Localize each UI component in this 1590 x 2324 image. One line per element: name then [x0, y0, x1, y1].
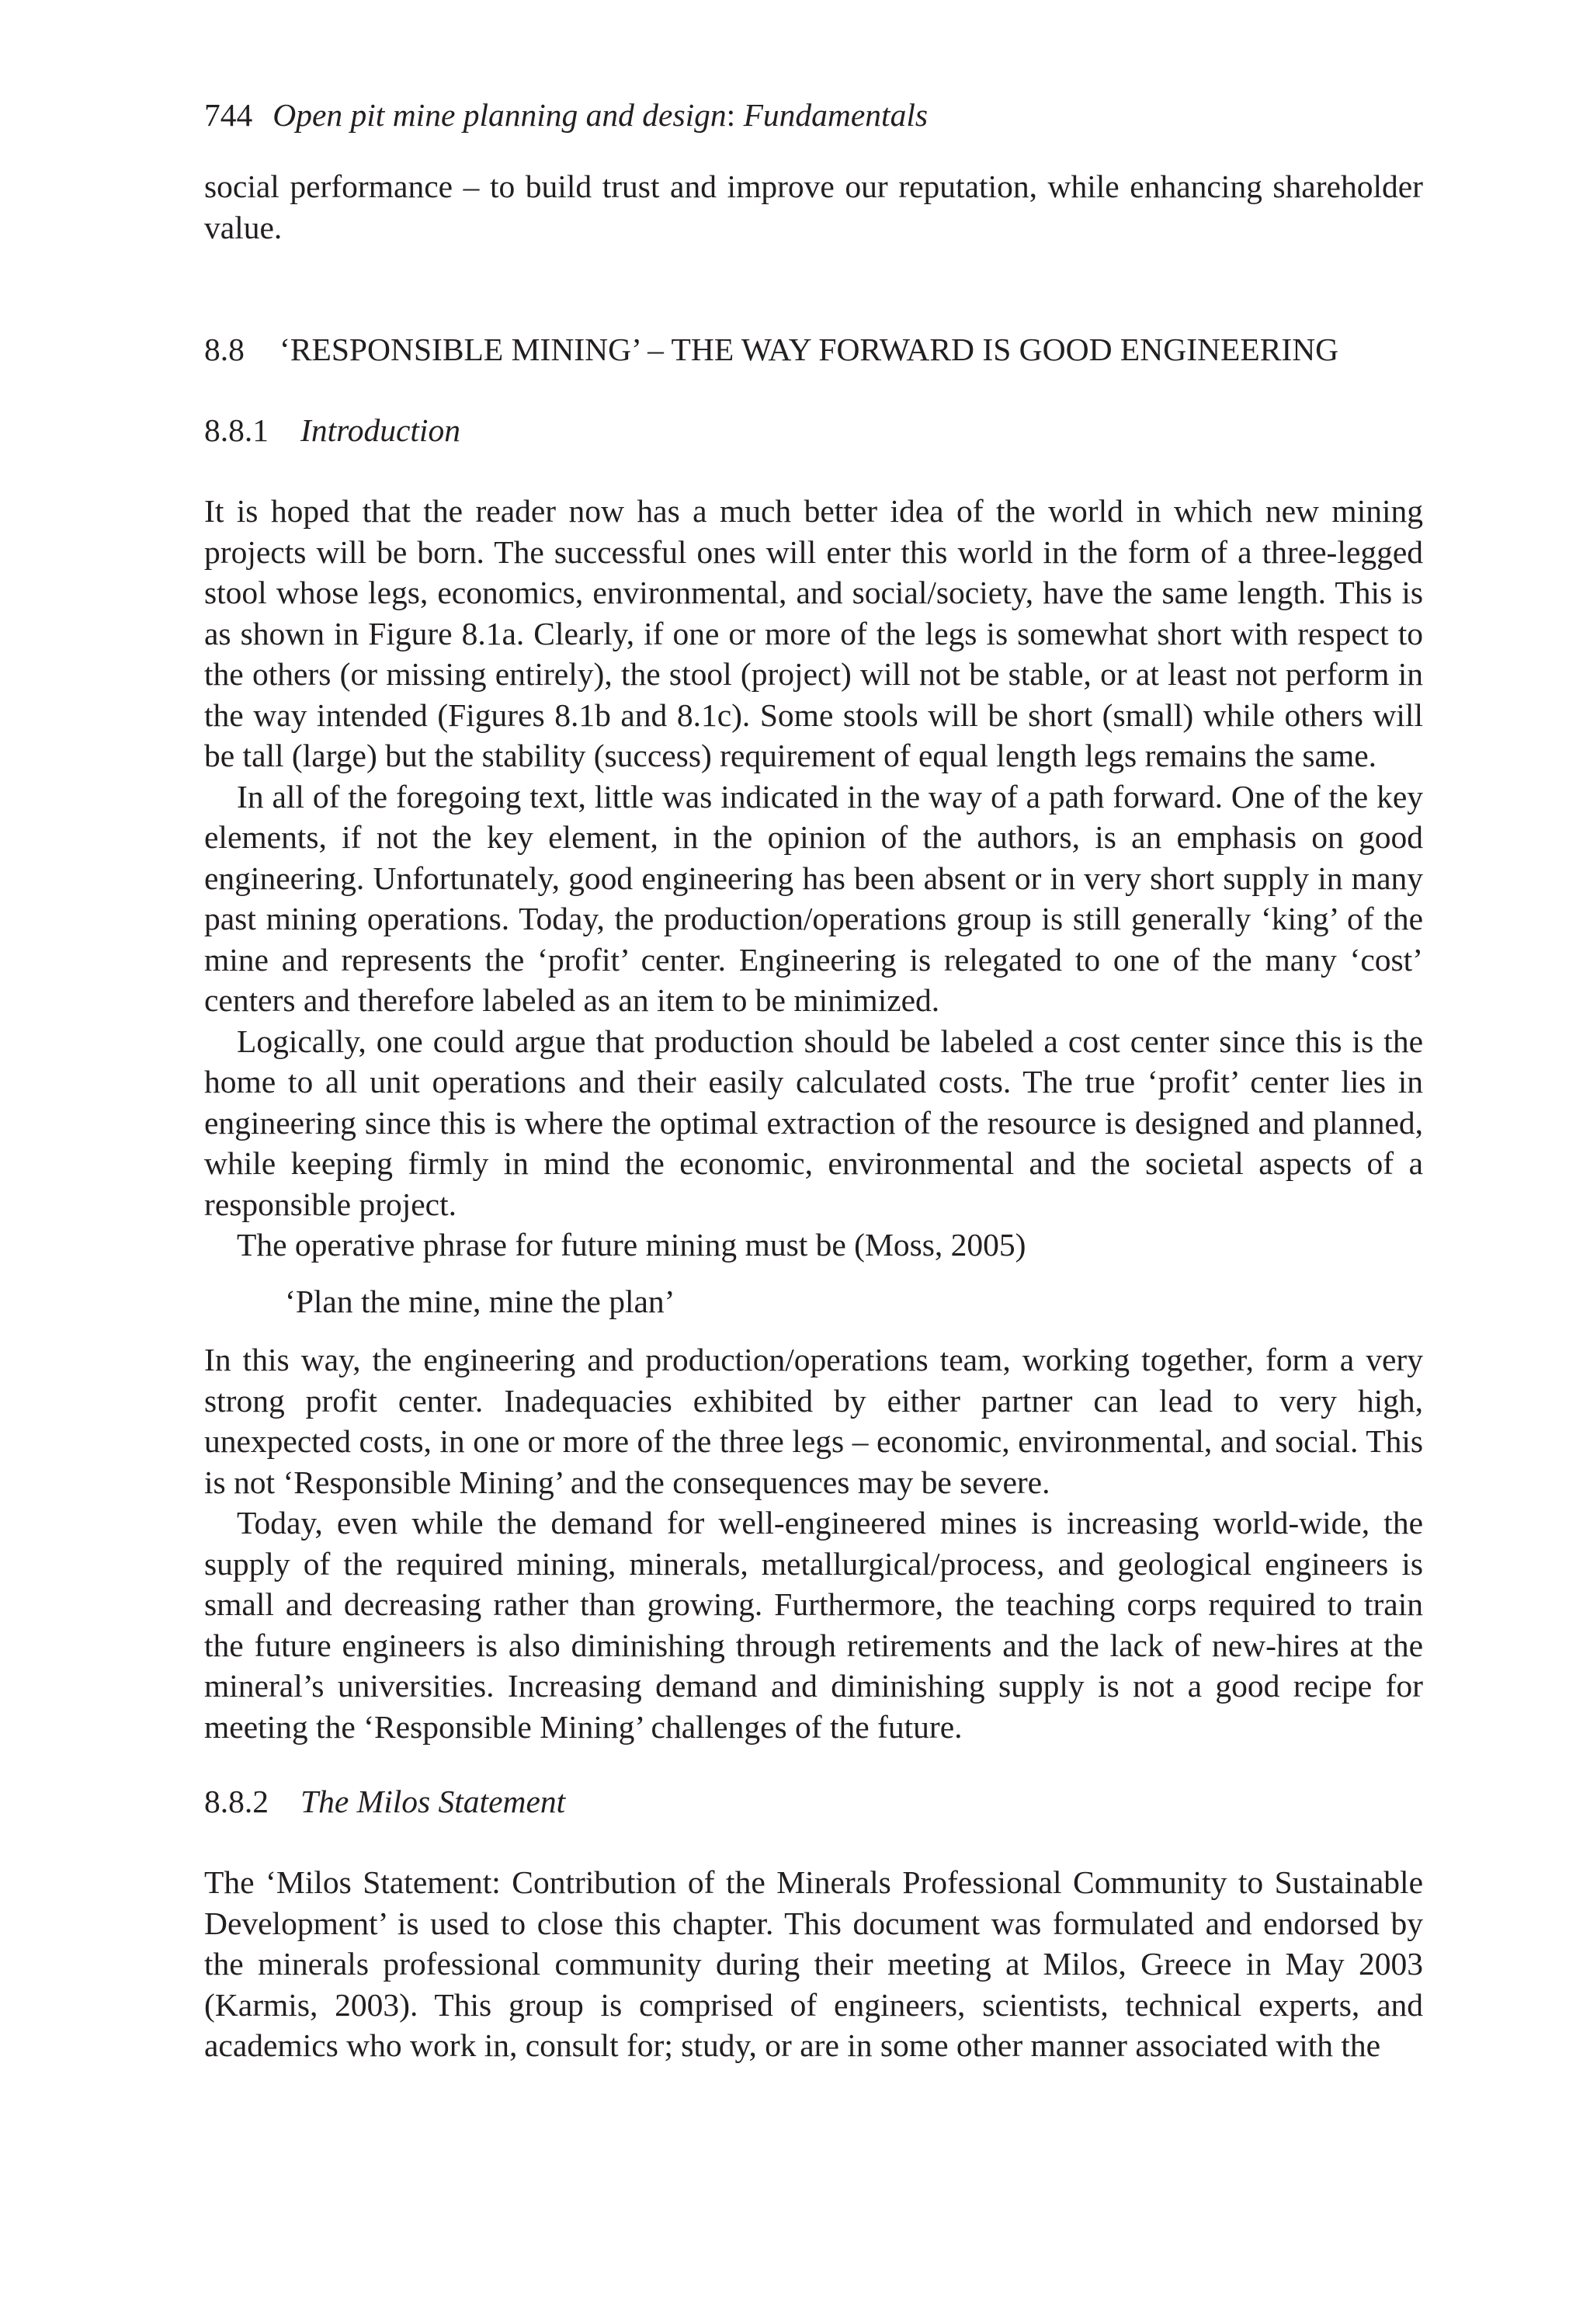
body-paragraph: The operative phrase for future mining must be (Moss, 2005) — [237, 1227, 1026, 1263]
page-number: 744 — [204, 97, 253, 133]
block-quote: ‘Plan the mine, mine the plan’ — [285, 1283, 675, 1319]
body-paragraph: In all of the foregoing text, little was indicated in the way of a path forward. One of the key elements, if not the key element, in the opinion of the authors, is an emphasis on good engineering. Unfortunately, good engineering has been absent or in very short supply in many past mining operations. Today, the production/operations group is still generally ‘king’ of the mine and represents the ‘profit’ center. Engineering is relegated to one of the many ‘cost’ centers and therefore labeled as an item to be minimized. — [204, 778, 1423, 1018]
running-head-colon: : — [726, 97, 736, 133]
subsection-title: Introduction — [300, 412, 460, 448]
subsection-number: 8.8.2 — [204, 1784, 269, 1819]
continuation-paragraph: social performance – to build trust and improve our reputation, while enhancing shareholder value. — [204, 168, 1423, 245]
running-head-subtitle: Fundamentals — [743, 97, 929, 133]
body-paragraph: In this way, the engineering and production/operations team, working together, form a very strong profit center. Inadequacies exhibited by either partner can lead to very high, unexpected costs, in one or more of the three legs – economic, environmental, and social. This is not ‘Responsible Mining’ and the consequences may be severe. — [204, 1342, 1423, 1500]
section-number: 8.8 — [204, 332, 245, 367]
subsection-title: The Milos Statement — [300, 1784, 566, 1819]
body-paragraph: The ‘Milos Statement: Contribution of the Minerals Professional Community to Sustainable Development’ is used to close this chapter. This document was formulated and endorsed by the minerals professional community during their meeting at Milos, Greece in May 2003 (Karmis, 2003). This group is comprised of engineers, scientists, technical experts, and academics who work in, consult for; study, or are in some other manner associated with the — [204, 1864, 1423, 2063]
body-paragraph: Logically, one could argue that production should be labeled a cost center since this is the home to all unit operations and their easily calculated costs. The true ‘profit’ center lies in engineering since this is where the optimal extraction of the resource is designed and planned, while keeping firmly in mind the economic, environmental and the societal aspects of a responsible project. — [204, 1023, 1423, 1222]
body-paragraph: Today, even while the demand for well-engineered mines is increasing world-wide, the supply of the required mining, minerals, metallurgical/process, and geological engineers is small and decreasing rather than growing. Furthermore, the teaching corps required to train the future engineers is also diminishing through retirements and the lack of new-hires at the mineral’s universities. Increasing demand and diminishing supply is not a good recipe for meeting the ‘Responsible Mining’ challenges of the future. — [204, 1505, 1423, 1745]
body-paragraph: It is hoped that the reader now has a much better idea of the world in which new mining projects will be born. The successful ones will enter this world in the form of a three-legged stool whose legs, economics, environmental, and social/society, have the same length. This is as shown in Figure 8.1a. Clearly, if one or more of the legs is somewhat short with respect to the others (or missing entirely), the stool (project) will not be stable, or at least not perform in the way intended (Figures 8.1b and 8.1c). Some stools will be short (small) while others will be tall (large) but the stability (success) requirement of equal length legs remains the same. — [204, 493, 1423, 773]
subsection-number: 8.8.1 — [204, 412, 269, 448]
subsection-heading-milos — [204, 1781, 1423, 1822]
page-content — [204, 92, 1423, 2066]
running-head-title: Open pit mine planning and design — [273, 97, 727, 133]
subsection-heading-introduction — [204, 410, 1423, 450]
running-head — [204, 92, 1423, 138]
section-heading — [204, 329, 1423, 370]
section-title: ‘RESPONSIBLE MINING’ – THE WAY FORWARD IS GOOD ENGINEERING — [279, 332, 1339, 367]
